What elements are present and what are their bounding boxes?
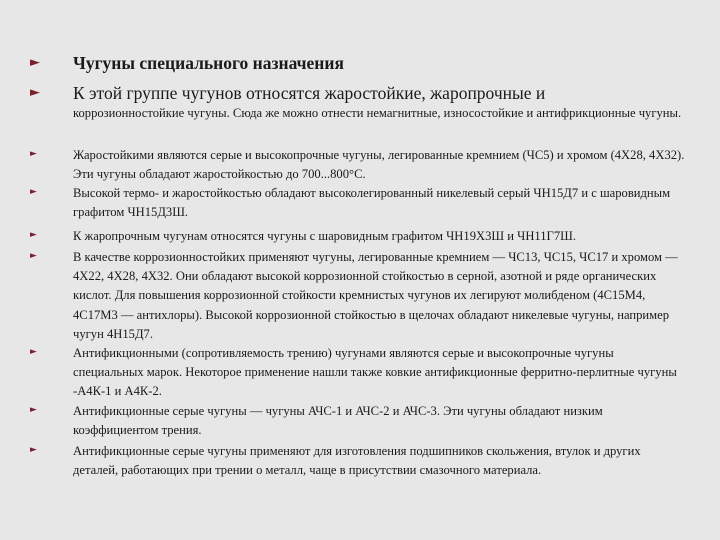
bullet-text: Антификционные серые чугуны применяют для изготовления подшипников скольжения, втулок и других деталей, работающих при трении о металл, чаще в присутствии смазочного материала. — [73, 444, 641, 478]
bullet-arrow-icon: ► — [30, 149, 37, 159]
bullet-arrow-icon: ► — [30, 445, 37, 455]
slide-title: Чугуны специального назначения — [73, 53, 344, 73]
bullet-text: К этой группе чугунов относятся жаростойкие, жаропрочные и — [73, 83, 546, 103]
bullet-text: В качестве коррозионностойких применяют чугуны, легированные кремнием — ЧС13, ЧС15, ЧС17 и хромом — 4Х22, 4Х28, 4Х32. Они обладают высокой коррозионной стойкостью в серной, азотной и ряде органических кислот. Для повышения коррозионной стойкости кремнистых чугунов их легируют молибденом (4С15М4, 4С17М3 — антихлоры). Высокой коррозионной стойкостью в щелочах обладают никелевые чугуны, например чугун 4Н15Д7. — [73, 250, 678, 341]
bullet-arrow-icon: ► — [30, 405, 37, 415]
bullet-arrow-icon: ► — [30, 230, 37, 240]
bullet-arrow-icon: ► — [30, 55, 40, 70]
bullet-text: Жаростойкими являются серые и высокопрочные чугуны, легированные кремнием (ЧС5) и хромом (4Х28, 4Х32). Эти чугуны обладают жаростойкостью до 700...800°С. — [73, 148, 685, 182]
bullet-arrow-icon: ► — [30, 347, 37, 357]
bullet-text: К жаропрочным чугунам относятся чугуны с шаровидным графитом ЧН19Х3Ш и ЧН11Г7Ш. — [73, 229, 576, 243]
bullet-text: Высокой термо- и жаростойкостью обладают высоколегированный никелевый серый ЧН15Д7 и с шаровидным графитом ЧН15Д3Ш. — [73, 186, 671, 220]
bullet-text: Антификционными (сопротивляемость трению) чугунами являются серые и высокопрочные чугуны специальных марок. Некоторое применение нашли также ковкие антификционные ферритно-перлитные чугуны -А4К-1 и А4К-2. — [73, 346, 677, 399]
bullet-continuation: коррозионностойкие чугуны. Сюда же можно отнести немагнитные, износостойкие и антифрикционные чугуны. — [73, 106, 682, 120]
bullet-arrow-icon: ► — [30, 85, 40, 100]
bullet-text: Антификционные серые чугуны — чугуны АЧС-1 и АЧС-2 и АЧС-3. Эти чугуны обладают низким коэффициентом трения. — [73, 404, 603, 438]
bullet-arrow-icon: ► — [30, 187, 37, 197]
bullet-arrow-icon: ► — [30, 251, 37, 261]
